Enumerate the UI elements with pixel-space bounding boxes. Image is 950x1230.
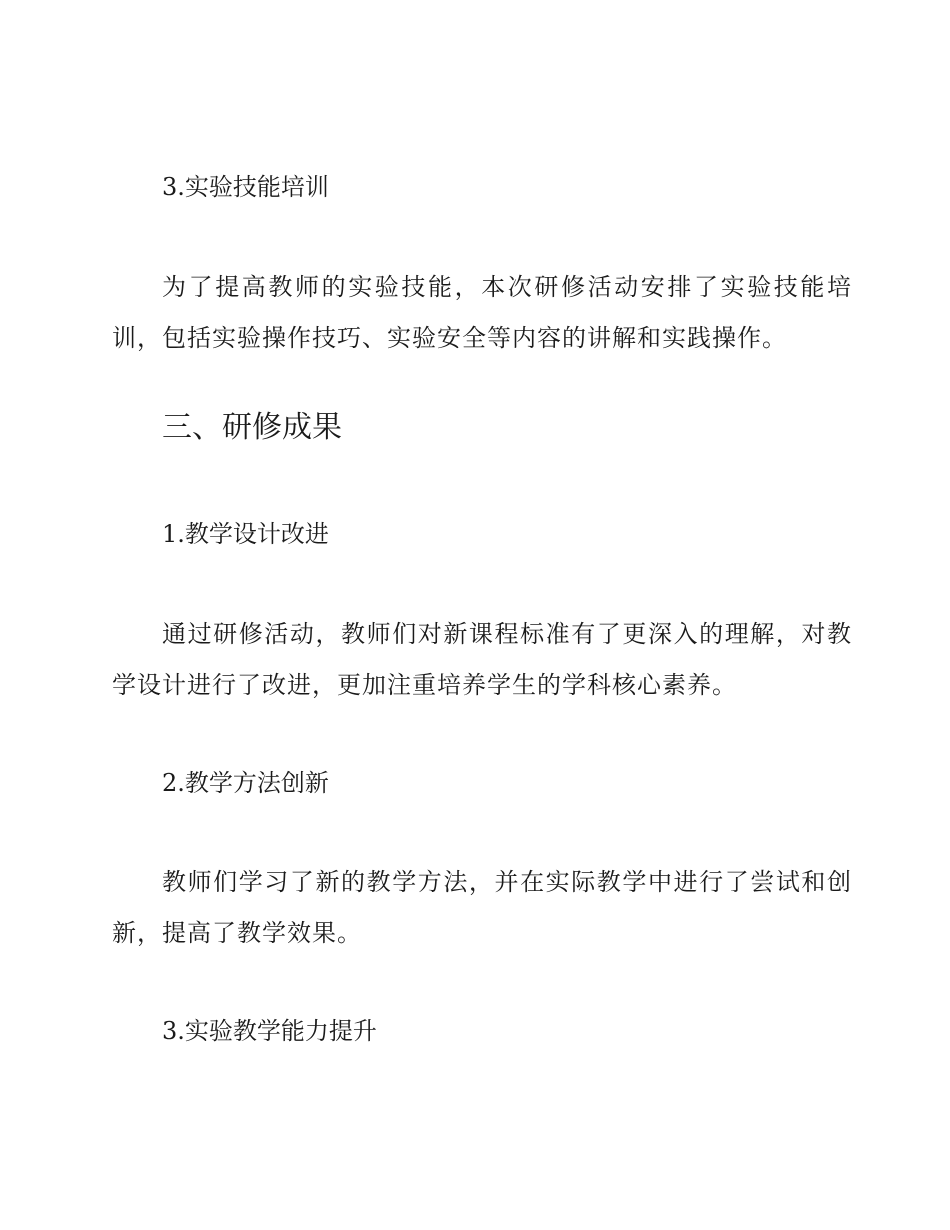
subheading-experiment-teaching-ability: 3.实验教学能力提升: [162, 1017, 377, 1045]
subheading-experiment-skill-training: 3.实验技能培训: [162, 173, 329, 201]
subheading-teaching-design-improvement: 1.教学设计改进: [162, 520, 329, 548]
section-heading-research-results: 三、研修成果: [162, 410, 342, 445]
paragraph-teaching-method-innovation: 教师们学习了新的教学方法，并在实际教学中进行了尝试和创新，提高了教学效果。: [112, 868, 852, 947]
paragraph-teaching-design-improvement: 通过研修活动，教师们对新课程标准有了更深入的理解，对教学设计进行了改进，更加注重培养学生的学科核心素养。: [112, 620, 852, 699]
subheading-teaching-method-innovation: 2.教学方法创新: [162, 769, 329, 797]
paragraph-experiment-skill-training: 为了提高教师的实验技能，本次研修活动安排了实验技能培训，包括实验操作技巧、实验安全等内容的讲解和实践操作。: [112, 273, 852, 352]
